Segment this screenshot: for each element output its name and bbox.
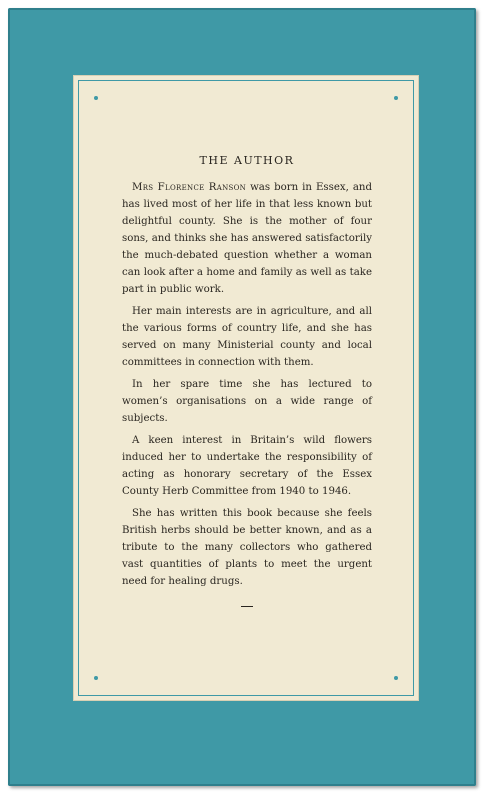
text-panel <box>74 76 418 700</box>
bio-paragraph-5: She has written this book because she feels British herbs should be better known, and as a tribute to the many collectors who gathered vast quantities of plants to meet the urgent need for healing drugs. <box>122 508 372 587</box>
book-back-cover <box>8 8 476 786</box>
corner-dot-icon <box>394 96 398 100</box>
bio-paragraph-3: In her spare time she has lectured to women’s organisations on a wide range of subjects. <box>122 379 372 424</box>
bio-paragraph-1 <box>122 179 372 298</box>
author-name: Mrs Florence Ranson <box>132 182 247 193</box>
section-heading: THE AUTHOR <box>199 154 295 167</box>
bio-paragraph-2: Her main interests are in agriculture, and all the various forms of country life, and she has served on many Ministerial county and local committees in connection with them. <box>122 306 372 368</box>
corner-dot-icon <box>94 676 98 680</box>
corner-dot-icon <box>94 96 98 100</box>
bio-paragraph-4: A keen interest in Britain’s wild flowers induced her to undertake the responsibility of acting as honorary secretary of the Essex County Herb Committee from 1940 to 1946. <box>122 435 372 497</box>
corner-dot-icon <box>394 676 398 680</box>
author-bio <box>122 152 372 607</box>
closing-dash <box>241 606 253 607</box>
bio-paragraph-1-text: was born in Essex, and has lived most of her life in that less known but delightful county. She is the mother of four sons, and thinks she has answered satisfactorily the much-debated question whether a woman can look after a home and family as well as take part in public work. <box>122 182 372 295</box>
